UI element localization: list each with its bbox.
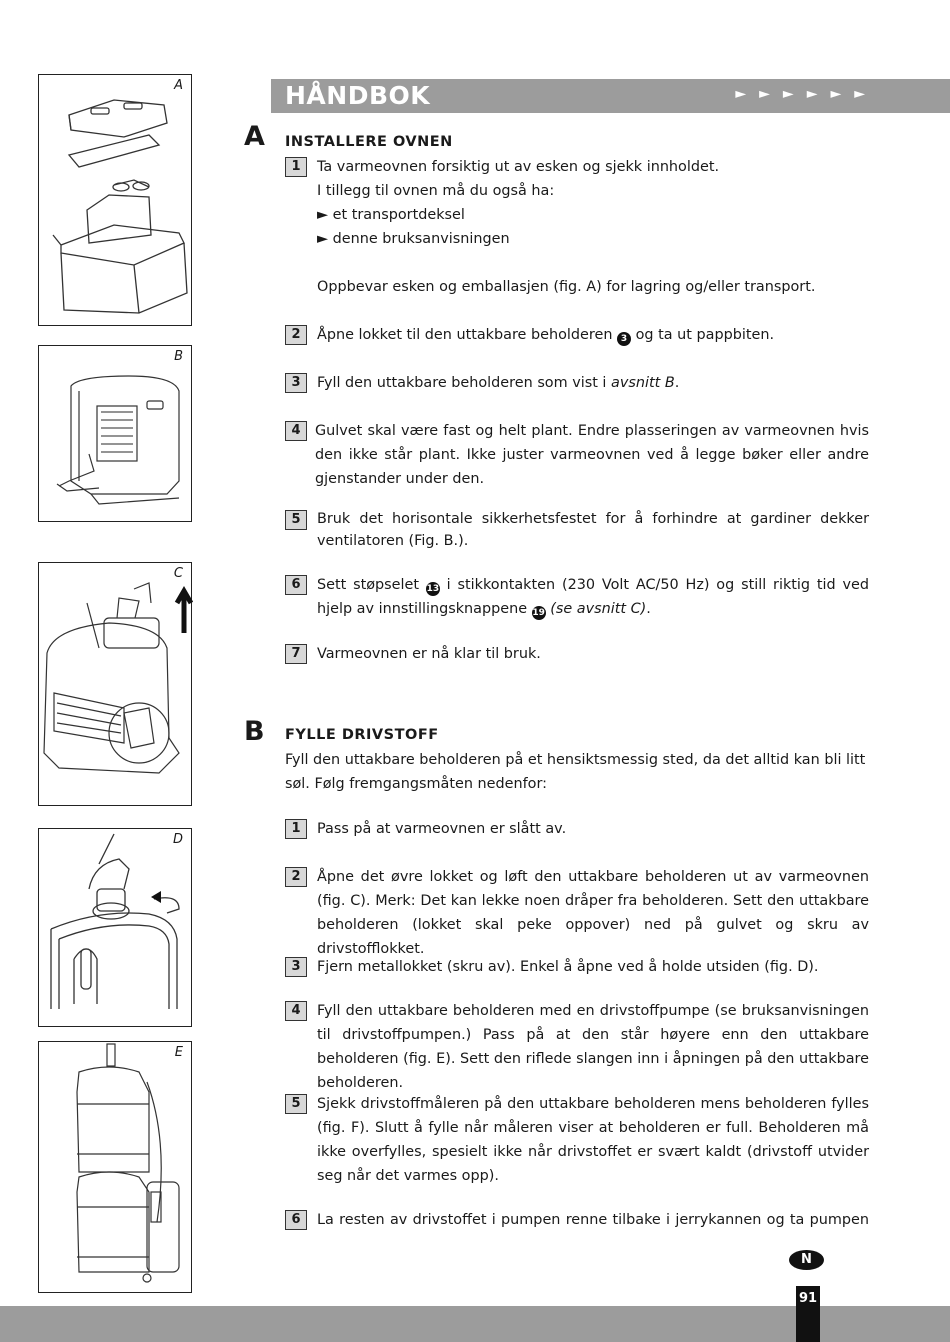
- step-line: I tillegg til ovnen må du også ha:: [317, 183, 555, 199]
- step-text: [317, 155, 869, 299]
- step-number: 6: [285, 575, 307, 595]
- step-text: Gulvet skal være fast og helt plant. Endre plasseringen av varmeovnen hvis den ikke står plant. Ikke juster varmeovnen ved å legge bøker eller andre gjenstander under den.: [315, 423, 869, 487]
- bullet-item: ► denne bruksanvisningen: [317, 231, 510, 247]
- step-number: 3: [285, 373, 307, 393]
- heater-back-illustration: [39, 346, 193, 523]
- figure-b: [38, 345, 192, 522]
- step-line: Oppbevar esken og emballasjen (fig. A) for lagring og/eller transport.: [317, 279, 816, 295]
- section-b-letter: B: [244, 716, 265, 747]
- cap-unscrew-illustration: [39, 829, 193, 1028]
- step-text: Sjekk drivstoffmåleren på den uttakbare beholderen mens beholderen fylles (fig. F). Slutt å fylle når måleren viser at beholderen er full. Beholderen må ikke overfylles, spesielt ikke når drivstoffet er svært kaldt (drivstoff utvider seg når det varmes opp).: [317, 1096, 869, 1184]
- section-b-intro: Fyll den uttakbare beholderen på et hensiktsmessig sted, da det alltid kan bli litt søl. Følg fremgangsmåten nedenfor:: [285, 752, 866, 792]
- step-text: Pass på at varmeovnen er slått av.: [317, 821, 567, 837]
- step-number: 1: [285, 819, 307, 839]
- step-number: 2: [285, 325, 307, 345]
- step-text: Varmeovnen er nå klar til bruk.: [317, 646, 541, 662]
- part-reference: 13: [426, 584, 440, 594]
- step-number: 5: [285, 510, 307, 530]
- step-number: 6: [285, 1210, 307, 1230]
- section-b-title: FYLLE DRIVSTOFF: [285, 727, 439, 743]
- tank-removal-illustration: [39, 563, 193, 807]
- figure-e-label: E: [174, 1045, 183, 1060]
- step-number: 7: [285, 644, 307, 664]
- step-line: Ta varmeovnen forsiktig ut av esken og sjekk innholdet.: [317, 159, 720, 175]
- step-text: [317, 371, 869, 395]
- section-a-letter: A: [244, 121, 265, 152]
- part-reference: 3: [617, 332, 631, 346]
- page-number: 91: [796, 1286, 820, 1342]
- step-number: 1: [285, 157, 307, 177]
- step-text: [317, 323, 869, 347]
- figure-d: [38, 828, 192, 1027]
- figure-d-label: D: [172, 832, 183, 847]
- section-reference: (se avsnitt C): [545, 601, 647, 617]
- step-number: 5: [285, 1094, 307, 1114]
- step-text: La resten av drivstoffet i pumpen renne tilbake i jerrykannen og ta pumpen: [317, 1212, 869, 1228]
- step-text: Åpne det øvre lokket og løft den uttakbare beholderen ut av varmeovnen (fig. C). Merk: Det kan lekke noen dråper fra beholderen. Sett den uttakbare beholderen (lokket skal peke oppover) ned på gulvet og skru av drivstofflokket.: [317, 869, 869, 957]
- step-text: Fyll den uttakbare beholderen med en drivstoffpumpe (se bruksanvisningen til drivstoffpumpen.) Pass på at den står høyere enn den uttakbare beholderen (fig. E). Sett den riflede slangen inn i åpningen på den uttakbare beholderen.: [317, 1003, 869, 1091]
- language-badge: N: [789, 1250, 824, 1270]
- figure-e: [38, 1041, 192, 1293]
- step-text-part: Åpne lokket til den uttakbare beholderen: [317, 327, 618, 343]
- page-title: HÅNDBOK: [285, 81, 431, 110]
- step-text-part: Fyll den uttakbare beholderen som vist i: [317, 375, 612, 391]
- figure-a-label: A: [174, 78, 183, 93]
- step-text-part: .: [646, 601, 651, 617]
- step-number: 2: [285, 867, 307, 887]
- header-arrows: ►►►►►►: [735, 86, 878, 102]
- step-text-part: Sett støpselet: [317, 577, 426, 593]
- figure-c-label: C: [173, 566, 183, 581]
- step-text-part: .: [674, 375, 680, 391]
- part-reference: 19: [532, 608, 545, 618]
- fuel-pump-illustration: [39, 1042, 193, 1294]
- figure-c: [38, 562, 192, 806]
- step-number: 4: [285, 1001, 307, 1021]
- section-a-title: INSTALLERE OVNEN: [285, 134, 453, 150]
- section-reference: avsnitt B: [611, 375, 675, 391]
- step-text: Bruk det horisontale sikkerhetsfestet for å forhindre at gardiner dekker ventilatoren (Fig. B.).: [317, 511, 869, 549]
- step-text: [317, 573, 869, 621]
- step-text-part: i stikkontakten (230 Volt AC/50 Hz) og still riktig tid ved hjelp av innstillingsknappene: [317, 577, 869, 617]
- step-text: Fjern metallokket (skru av). Enkel å åpne ved å holde utsiden (fig. D).: [317, 959, 819, 975]
- figure-a: [38, 74, 192, 326]
- figure-b-label: B: [174, 349, 183, 364]
- box-unpacking-illustration: [39, 75, 193, 327]
- bullet-item: ► et transportdeksel: [317, 207, 465, 223]
- step-number: 3: [285, 957, 307, 977]
- step-text-part: og ta ut pappbiten.: [631, 327, 775, 343]
- step-number: 4: [285, 421, 307, 441]
- header-bar: [271, 79, 950, 113]
